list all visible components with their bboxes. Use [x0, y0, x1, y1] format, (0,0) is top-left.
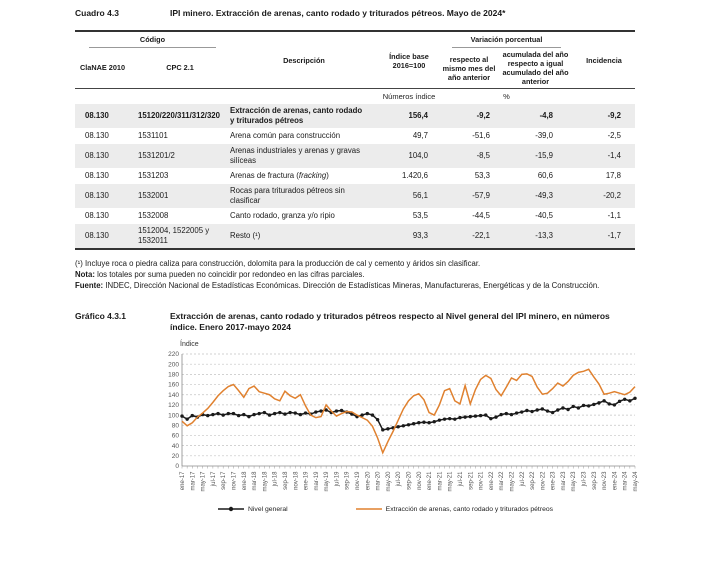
- table-row: 08.130 1532008 Canto rodado, granza y/o ripio 53,5 -44,5 -40,5 -1,1: [85, 211, 621, 220]
- svg-text:may-20: may-20: [385, 471, 392, 492]
- header-variacion-group: Variación porcentual: [440, 35, 573, 48]
- chart-legend: [218, 505, 640, 513]
- cuadro-label: Cuadro 4.3: [75, 8, 119, 18]
- svg-text:200: 200: [168, 361, 179, 369]
- svg-text:may-19: may-19: [324, 471, 331, 492]
- svg-text:jul-20: jul-20: [396, 471, 403, 487]
- chart-ylabel: Índice: [180, 341, 199, 348]
- svg-text:may-21: may-21: [447, 471, 454, 492]
- legend-label: Nivel general: [248, 505, 288, 513]
- svg-text:mar-22: mar-22: [499, 471, 506, 491]
- svg-text:20: 20: [171, 453, 179, 461]
- legend-label: Extracción de arenas, canto rodado y triturados pétreos: [385, 505, 554, 513]
- footnotes: [75, 258, 635, 291]
- svg-text:sep-21: sep-21: [468, 471, 475, 490]
- svg-text:jul-23: jul-23: [581, 471, 588, 487]
- svg-text:jul-17: jul-17: [210, 471, 217, 487]
- grafico-label: Gráfico 4.3.1: [75, 311, 127, 321]
- svg-text:mar-19: mar-19: [313, 471, 320, 491]
- legend-line-icon: [218, 505, 244, 513]
- svg-text:mar-24: mar-24: [622, 471, 629, 491]
- svg-text:mar-20: mar-20: [375, 471, 382, 491]
- table-row: 08.130 1531203 Arenas de fractura (fracking) 1.420,6 53,3 60,6 17,8: [85, 171, 621, 180]
- unit-percent: %: [503, 92, 510, 101]
- header-codigo-group: Código: [75, 35, 230, 48]
- svg-text:nov-17: nov-17: [231, 471, 238, 490]
- cuadro-caption: [75, 8, 635, 19]
- svg-text:may-18: may-18: [262, 471, 269, 492]
- table-header: [75, 32, 635, 89]
- svg-text:nov-18: nov-18: [293, 471, 300, 490]
- svg-text:nov-19: nov-19: [355, 471, 362, 490]
- line-chart: [158, 348, 640, 498]
- svg-text:nov-20: nov-20: [416, 471, 423, 490]
- svg-text:nov-22: nov-22: [540, 471, 547, 490]
- footnote: Fuente: INDEC, Dirección Nacional de Estadísticas Económicas. Dirección de Estadísticas Mineras, Manufactureras, Energéticas y de la Construcción.: [75, 281, 600, 290]
- svg-text:220: 220: [168, 351, 179, 359]
- svg-text:nov-21: nov-21: [478, 471, 485, 490]
- svg-text:sep-20: sep-20: [406, 471, 413, 490]
- svg-text:140: 140: [168, 391, 179, 399]
- svg-text:40: 40: [171, 442, 179, 450]
- svg-text:120: 120: [168, 402, 179, 410]
- footnote: Nota: los totales por suma pueden no coincidir por redondeo en las cifras parciales.: [75, 270, 365, 279]
- svg-text:80: 80: [171, 422, 179, 430]
- svg-text:ene-24: ene-24: [612, 471, 619, 491]
- svg-text:may-23: may-23: [571, 471, 578, 492]
- units-row: [75, 89, 635, 104]
- table-row: 08.130 15120/220/311/312/320 Extracción de arenas, canto rodado y triturados pétreos 156,4 -9,2 -4,8 -9,2: [75, 104, 635, 128]
- table-row: 08.130 1531101 Arena común para construcción 49,7 -51,6 -39,0 -2,5: [85, 131, 621, 140]
- svg-text:100: 100: [168, 412, 179, 420]
- grafico-title: Extracción de arenas, canto rodado y triturados pétreos respecto al Nivel general del IPI minero, en números índice. Enero 2017-mayo 2024: [170, 311, 610, 332]
- svg-text:mar-17: mar-17: [190, 471, 197, 491]
- svg-text:mar-23: mar-23: [560, 471, 567, 491]
- header-incidencia: Incidencia: [586, 56, 622, 65]
- svg-text:jul-19: jul-19: [334, 471, 341, 487]
- table-row: 08.130 1512004, 1522005 y 1532011 Resto (¹) 93,3 -22,1 -13,3 -1,7: [75, 224, 635, 248]
- svg-text:ene-20: ene-20: [365, 471, 372, 491]
- svg-text:mar-21: mar-21: [437, 471, 444, 491]
- svg-text:ene-18: ene-18: [241, 471, 248, 491]
- svg-text:ene-21: ene-21: [427, 471, 434, 491]
- chart-area: [158, 348, 640, 513]
- svg-text:60: 60: [171, 432, 179, 440]
- svg-text:ene-23: ene-23: [550, 471, 557, 491]
- svg-text:0: 0: [175, 463, 179, 471]
- svg-text:may-24: may-24: [633, 471, 639, 492]
- svg-text:jul-22: jul-22: [519, 471, 526, 487]
- svg-text:sep-23: sep-23: [591, 471, 598, 490]
- ipi-table: [75, 30, 635, 250]
- legend-line-icon: [356, 505, 382, 513]
- svg-text:ene-17: ene-17: [180, 471, 186, 491]
- svg-text:160: 160: [168, 381, 179, 389]
- cuadro-title: IPI minero. Extracción de arenas, canto rodado y triturados pétreos. Mayo de 2024*: [170, 8, 506, 18]
- legend-item: [356, 505, 553, 513]
- svg-text:ene-19: ene-19: [303, 471, 310, 491]
- svg-text:ene-22: ene-22: [488, 471, 495, 491]
- unit-numeros-indice: Números índice: [382, 92, 436, 101]
- svg-text:mar-18: mar-18: [252, 471, 259, 491]
- table-row: 08.130 1532001 Rocas para triturados pétreos sin clasificar 56,1 -57,9 -49,3 -20,2: [75, 184, 635, 208]
- svg-text:nov-23: nov-23: [602, 471, 609, 490]
- svg-text:sep-18: sep-18: [282, 471, 289, 490]
- header-indice-base: Índice base 2016=100: [389, 51, 429, 70]
- svg-text:180: 180: [168, 371, 179, 379]
- header-cpc: CPC 2.1: [166, 62, 194, 72]
- svg-text:jul-18: jul-18: [272, 471, 279, 487]
- header-clanae: ClaNAE 2010: [79, 62, 126, 72]
- header-descripcion: Descripción: [283, 56, 325, 65]
- table-body: [75, 104, 635, 248]
- svg-text:sep-19: sep-19: [344, 471, 351, 490]
- legend-item: [218, 505, 288, 513]
- header-var-acumulada: acumulada del año respecto a igual acumulado del año anterior: [502, 50, 569, 86]
- grafico-caption: [75, 311, 635, 333]
- svg-text:sep-22: sep-22: [530, 471, 537, 490]
- svg-text:jul-21: jul-21: [457, 471, 464, 487]
- footnote: (¹) Incluye roca o piedra caliza para construcción, dolomita para la producción de cal y cemento y áridos sin clasificar.: [75, 259, 481, 268]
- header-var-mensual: respecto al mismo mes del año anterior: [442, 54, 496, 82]
- table-row: 08.130 1531201/2 Arenas industriales y arenas y gravas silíceas 104,0 -8,5 -15,9 -1,4: [75, 144, 635, 168]
- svg-text:sep-17: sep-17: [221, 471, 228, 490]
- svg-text:may-22: may-22: [509, 471, 516, 492]
- svg-text:may-17: may-17: [200, 471, 207, 492]
